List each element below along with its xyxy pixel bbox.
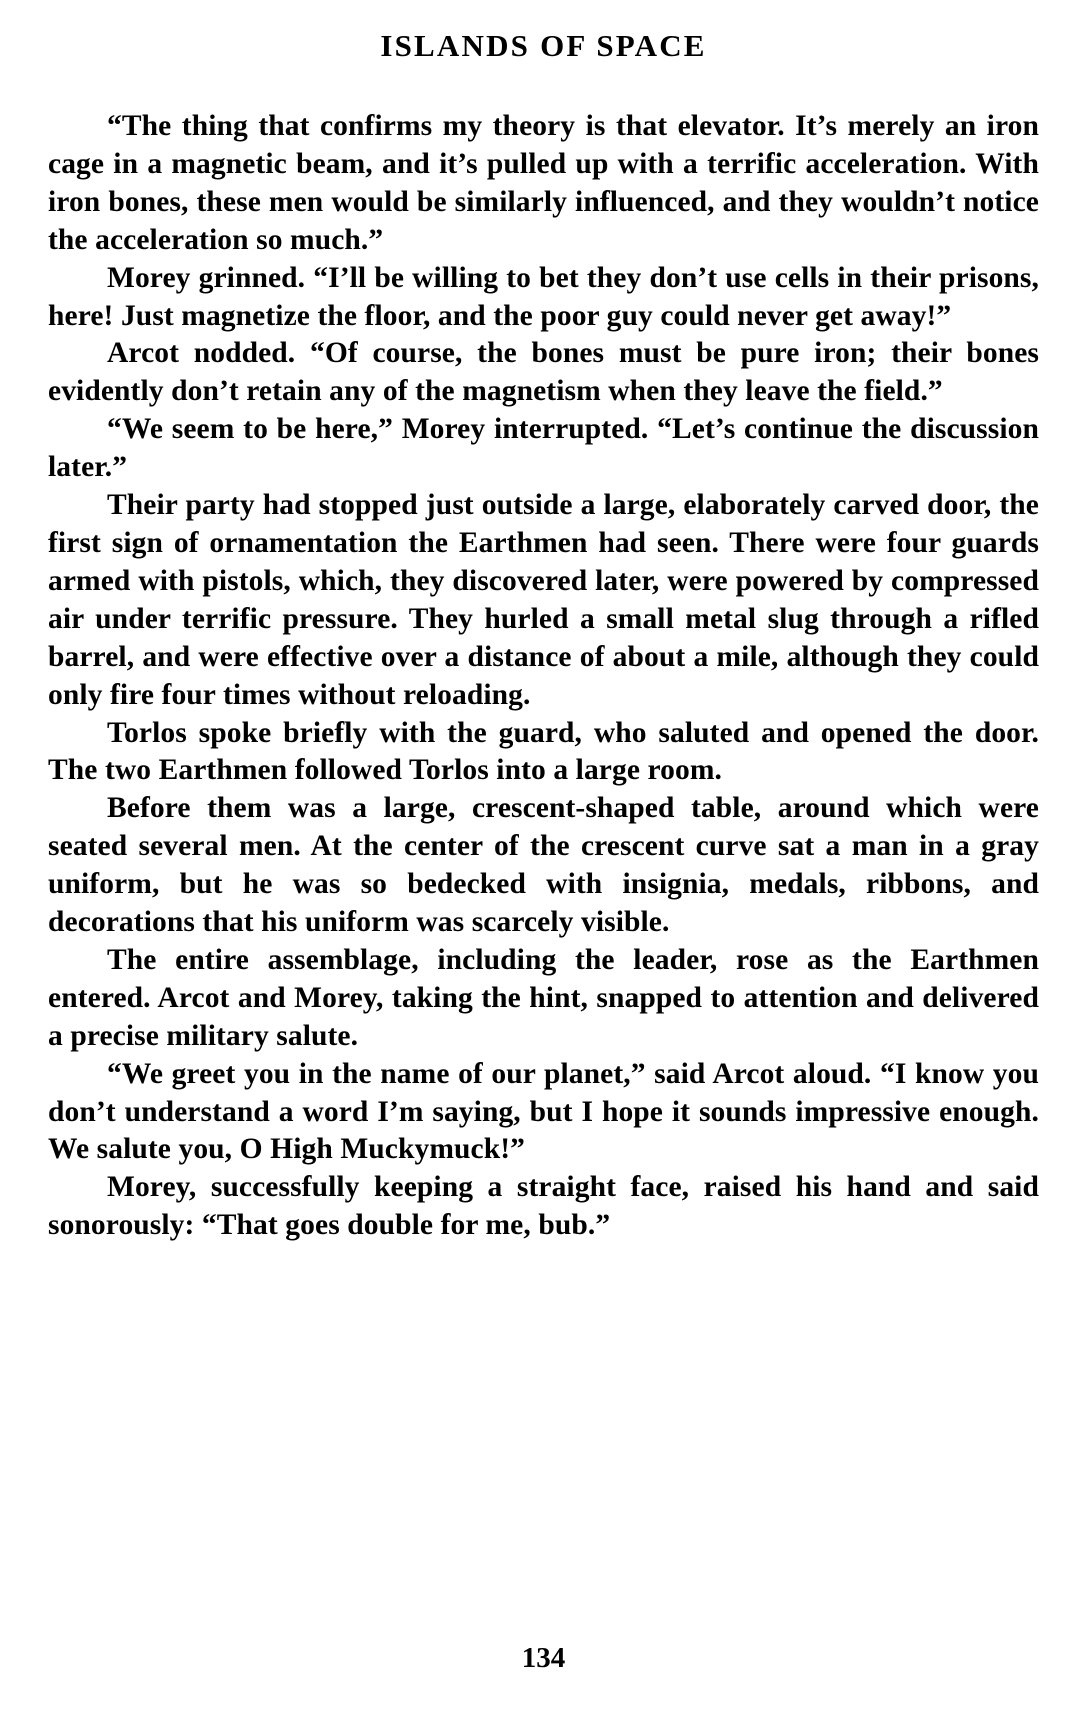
- paragraph: Arcot nodded. “Of course, the bones must be pure iron; their bones evidently don’t retain any of the magnetism when they leave the field.”: [48, 337, 1039, 408]
- paragraph: “We seem to be here,” Morey interrupted. “Let’s continue the discussion later.”: [48, 413, 1039, 484]
- paragraph: Morey grinned. “I’ll be willing to bet they don’t use cells in their prisons, here! Just magnetize the floor, and the poor guy could never get away!”: [48, 261, 1039, 332]
- page-number: 134: [521, 1642, 566, 1674]
- paragraph: Their party had stopped just outside a large, elaborately carved door, the first sign of ornamentation the Earthmen had seen. There were four guards armed with pistols, which, they discovered later, were powered by compressed air under terrific pressure. They hurled a small metal slug through a rifled barrel, and were effective over a distance of about a mile, although they could only fire four times without reloading.: [48, 489, 1039, 711]
- paragraph: The entire assemblage, including the leader, rose as the Earthmen entered. Arcot and Morey, taking the hint, snapped to attention and delivered a precise military salute.: [48, 943, 1039, 1052]
- paragraph: “The thing that confirms my theory is that elevator. It’s merely an iron cage in a magnetic beam, and it’s pulled up with a terrific acceleration. With iron bones, these men would be similarly influenced, and they wouldn’t notice the acceleration so much.”: [48, 110, 1039, 256]
- paragraph: Torlos spoke briefly with the guard, who saluted and opened the door. The two Earthmen followed Torlos into a large room.: [48, 716, 1039, 787]
- paragraph: Before them was a large, crescent-shaped table, around which were seated several men. At the center of the crescent curve sat a man in a gray uniform, but he was so bedecked with insignia, medals, ribbons, and decorations that his uniform was scarcely visible.: [48, 792, 1039, 939]
- paragraph: Morey, successfully keeping a straight face, raised his hand and said sonorously: “That goes double for me, bub.”: [48, 1171, 1039, 1242]
- body-text: [48, 108, 1039, 1245]
- running-head: ISLANDS OF SPACE: [380, 28, 707, 63]
- paragraph: “We greet you in the name of our planet,” said Arcot aloud. “I know you don’t understand a word I’m saying, but I hope it sounds impressive enough. We salute you, O High Muckymuck!”: [48, 1057, 1039, 1166]
